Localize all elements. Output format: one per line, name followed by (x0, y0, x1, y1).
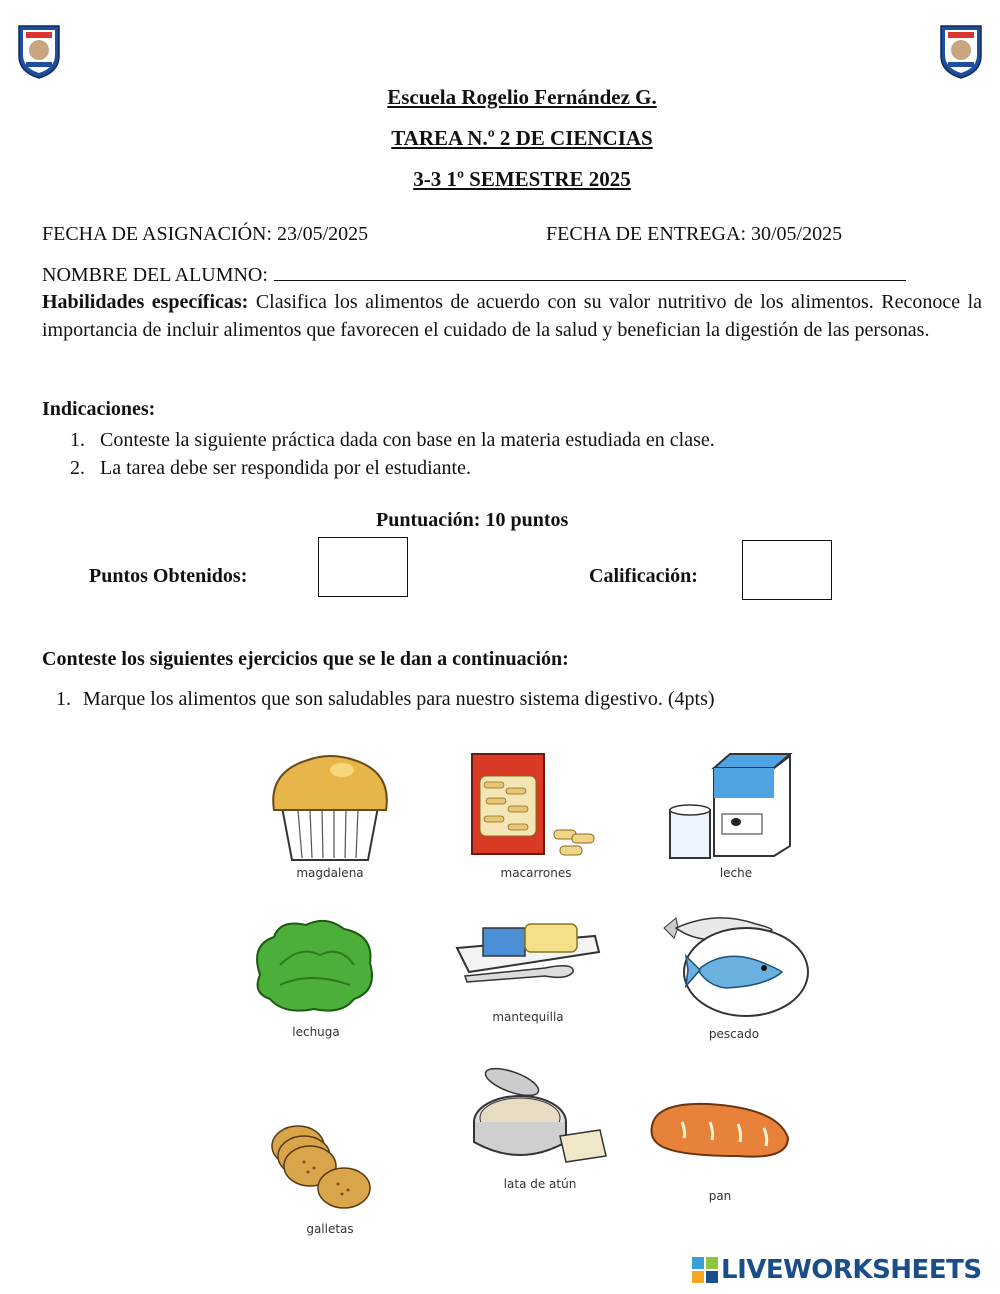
school-crest-left-icon (16, 22, 62, 80)
list-item-text: La tarea debe ser respondida por el estudiante. (100, 457, 471, 479)
group-semester: 3-3 1º SEMESTRE 2025 (413, 167, 631, 191)
list-item (70, 454, 715, 482)
exercise-instructions: Conteste los siguientes ejercicios que se le dan a continuación: (42, 648, 569, 670)
assigned-date: FECHA DE ASIGNACIÓN: 23/05/2025 (42, 223, 369, 245)
food-label: magdalena (296, 866, 364, 880)
points-obtained-box[interactable] (318, 537, 408, 597)
food-label: pescado (708, 1027, 760, 1041)
indications-title: Indicaciones: (42, 398, 156, 420)
brand-name: LIVEWORKSHEETS (721, 1255, 982, 1285)
points-obtained-label: Puntos Obtenidos: (89, 565, 248, 587)
food-label: macarrones (500, 866, 572, 880)
milk-icon[interactable] (666, 752, 798, 862)
skills-label: Habilidades específicas: (42, 291, 249, 313)
question-1 (56, 688, 715, 711)
food-label: mantequilla (492, 1010, 564, 1024)
score-label: Puntuación: 10 puntos (376, 509, 569, 531)
food-label: lata de atún (503, 1177, 577, 1191)
task-title: TAREA N.º 2 DE CIENCIAS (391, 126, 653, 150)
list-item-number: 2. (70, 457, 85, 479)
liveworksheets-logo-icon (692, 1257, 718, 1283)
tuna-can-icon[interactable] (468, 1064, 610, 1174)
list-item-text: Conteste la siguiente práctica dada con base en la materia estudiada en clase. (100, 429, 715, 451)
food-label: pan (708, 1189, 732, 1203)
question-number: 1. (56, 688, 71, 710)
due-date: FECHA DE ENTREGA: 30/05/2025 (546, 223, 843, 245)
fish-icon[interactable] (656, 908, 812, 1020)
grade-label: Calificación: (589, 565, 698, 587)
grade-box[interactable] (742, 540, 832, 600)
question-text: Marque los alimentos que son saludables para nuestro sistema digestivo. (4pts) (83, 688, 715, 710)
student-name-row (42, 261, 906, 289)
liveworksheets-brand[interactable] (692, 1254, 982, 1286)
cookies-icon[interactable] (268, 1118, 372, 1212)
skills-text: Clasifica los alimentos de acuerdo con su valor nutritivo de los alimentos. Reconoce la importancia de incluir alimentos que favorecen el cuidado de la salud y benefician la digestión de las personas. (42, 291, 983, 341)
list-item (70, 426, 715, 454)
macaroni-box-icon[interactable] (468, 752, 608, 862)
school-name: Escuela Rogelio Fernández G. (387, 85, 657, 109)
food-label: lechuga (292, 1025, 340, 1039)
lettuce-icon[interactable] (250, 915, 380, 1015)
list-item-number: 1. (70, 429, 85, 451)
student-name-field[interactable] (274, 261, 906, 281)
muffin-icon[interactable] (268, 752, 392, 862)
indications-list (70, 426, 715, 482)
school-crest-right-icon (938, 22, 984, 80)
butter-icon[interactable] (455, 918, 603, 986)
food-label: leche (719, 866, 753, 880)
skills-paragraph (42, 289, 982, 344)
food-label: galletas (306, 1222, 354, 1236)
bread-icon[interactable] (648, 1098, 792, 1164)
student-name-label: NOMBRE DEL ALUMNO: (42, 264, 268, 286)
